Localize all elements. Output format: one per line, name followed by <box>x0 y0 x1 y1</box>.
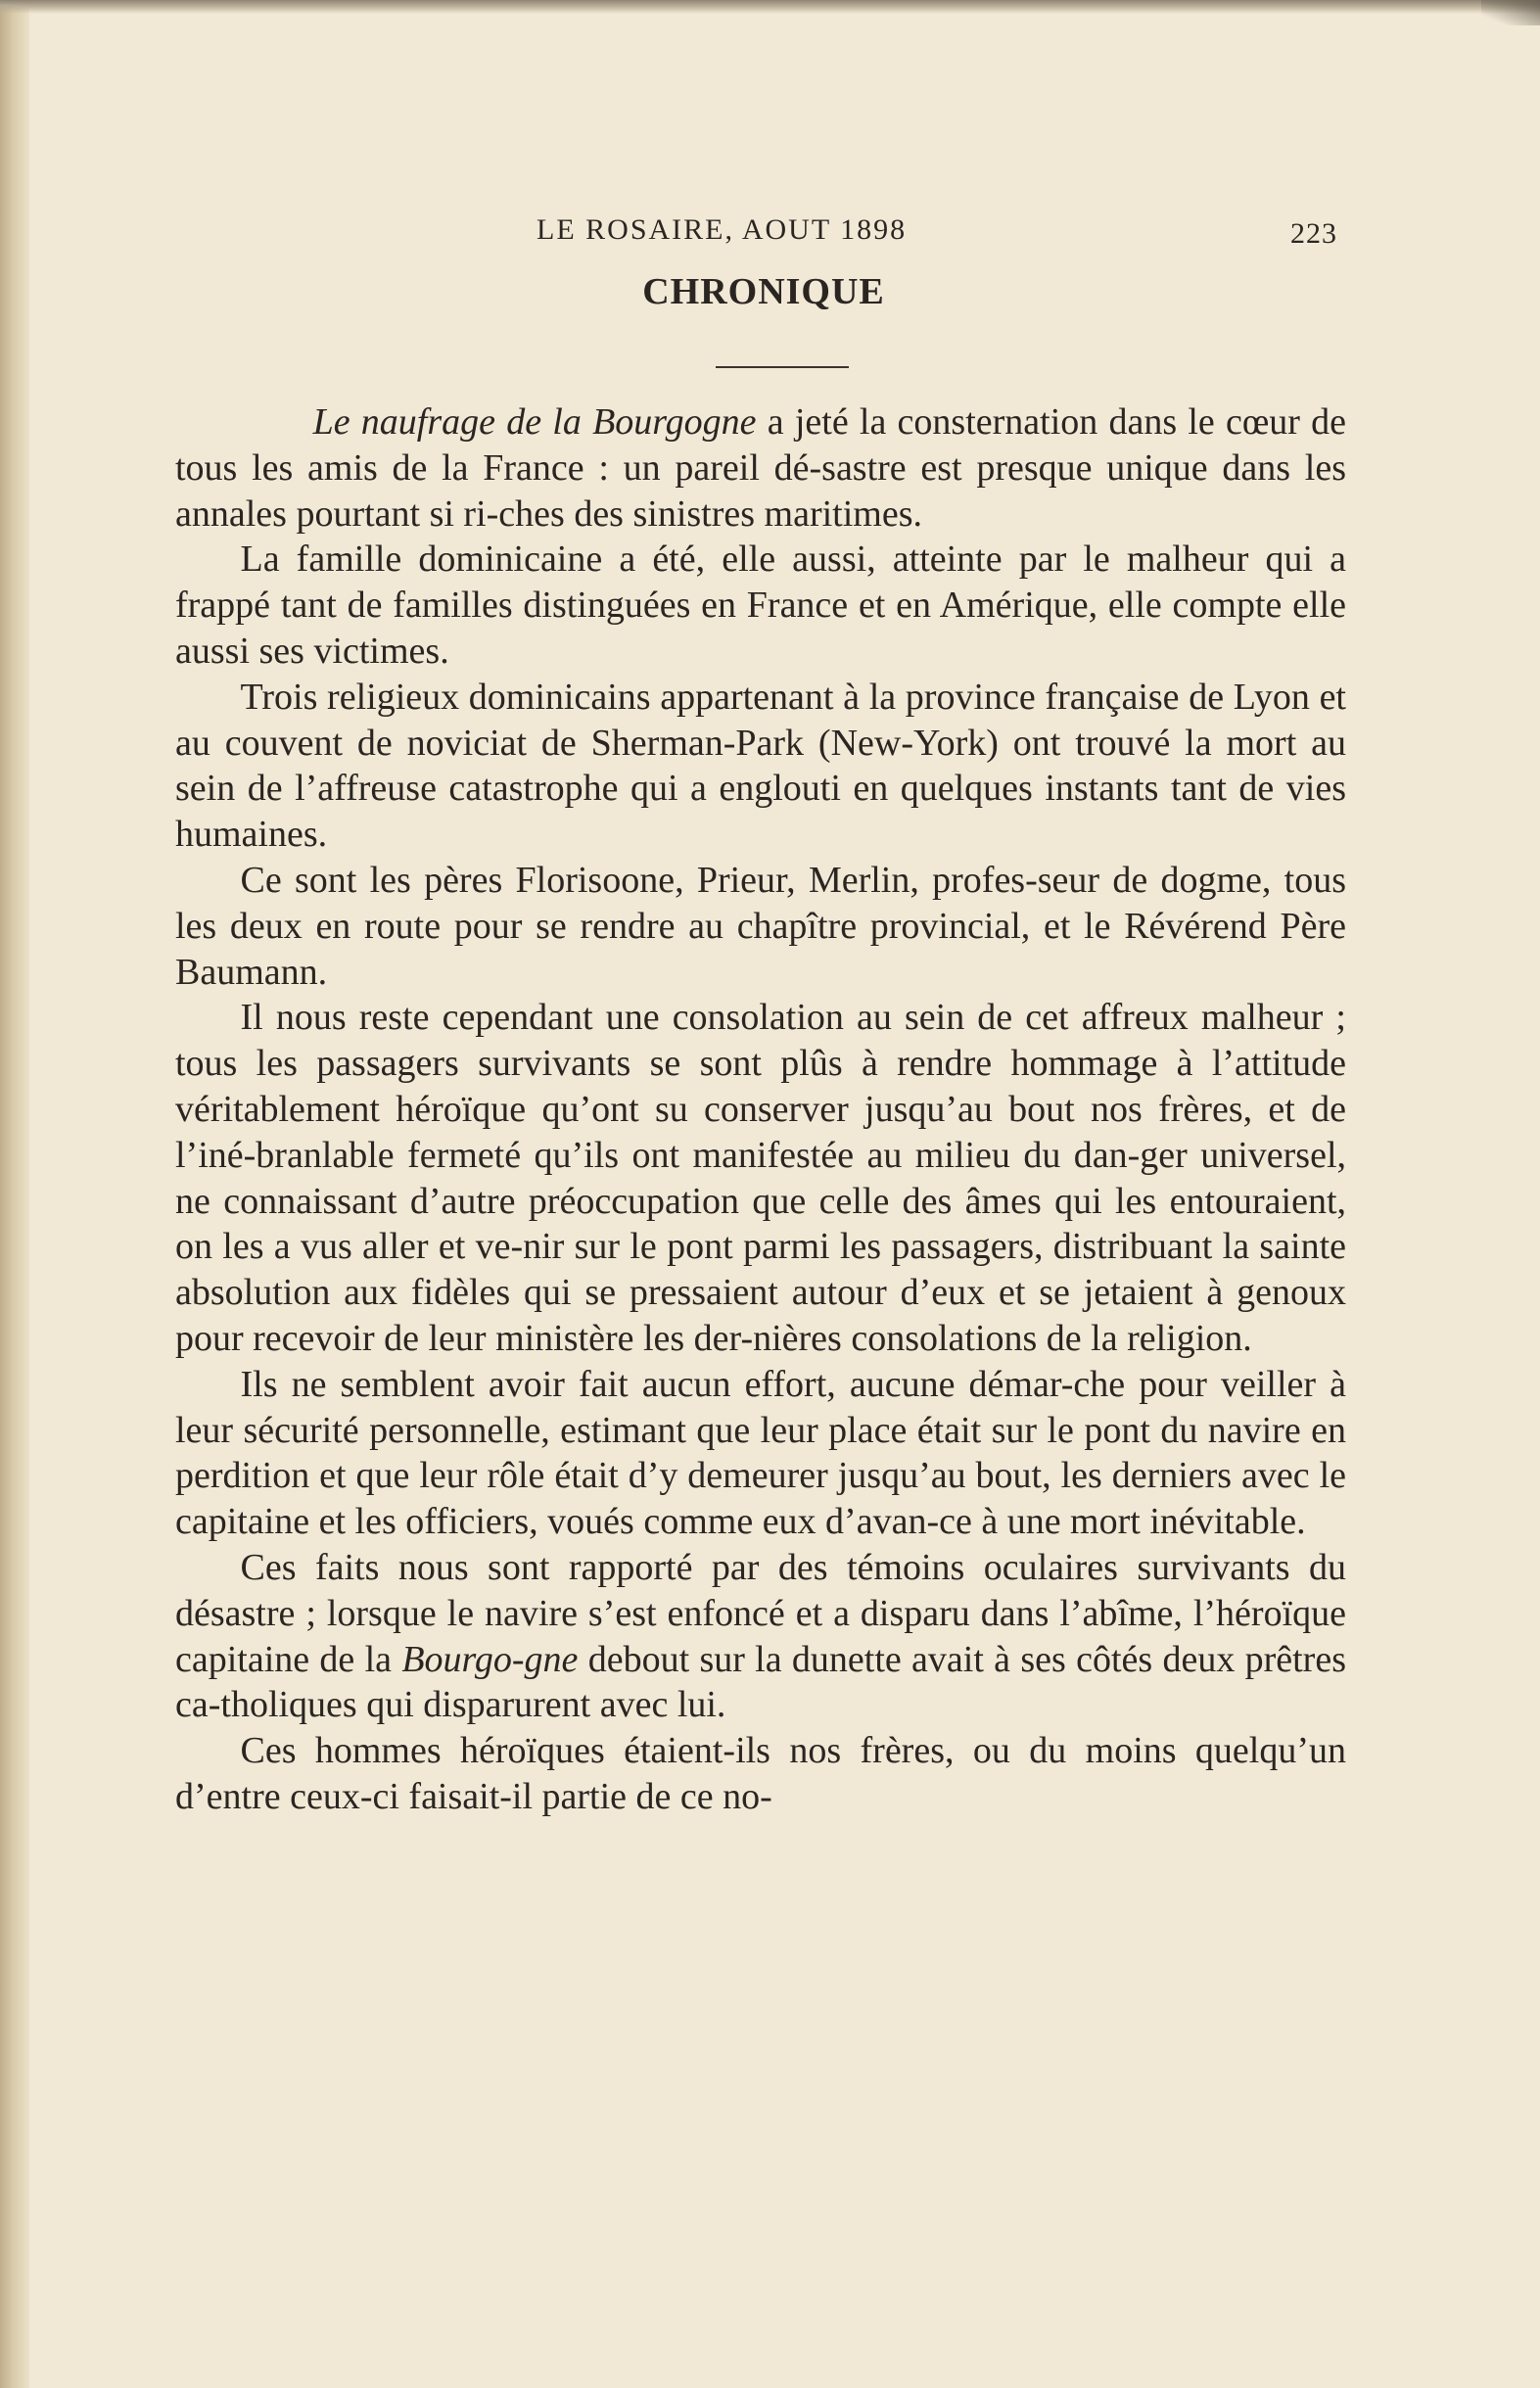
paragraph-3: Trois religieux dominicains appartenant à la province française de Lyon et au couvent de noviciat de Sherman-Park (New-York) ont trouvé la mort au sein de l’affreuse catastrophe qui a englouti en quelques instants tant de vies humaines. <box>175 676 1346 856</box>
section-title: CHRONIQUE <box>642 271 885 312</box>
paragraph-5: Il nous reste cependant une consolation au sein de cet affreux malheur ; tous les passagers survivants se sont plûs à rendre hommage à l’attitude véritablement héroïque qu’ont su conserver jusqu’au bout nos frères, et de l’iné-branlable fermeté qu’ils ont manifestée au milieu du dan-ger universel, ne connaissant d’autre préoccupation que celle des âmes qui les entouraient, on les a vus aller et ve-nir sur le pont parmi les passagers, distribuant la sainte absolution aux fidèles qui se pressaient autour d’eux et se jetaient à genoux pour recevoir de leur ministère les der-nières consolations de la religion. <box>175 997 1346 1359</box>
page-gutter-shadow <box>0 0 29 2388</box>
running-head: LE ROSAIRE, AOUT 1898 <box>537 213 908 246</box>
paragraph-1 <box>175 399 1346 537</box>
paragraph-4: Ce sont les pères Florisoone, Prieur, Merlin, profes-seur de dogme, tous les deux en route pour se rendre au chapître provincial, et le Révérend Père Baumann. <box>175 859 1346 993</box>
paragraph-1-italic-lead: Le naufrage de la Bourgogne <box>312 401 757 443</box>
paragraph-1-text: a jeté la consternation dans le cœur de tous les amis de la France : un pareil dé-sastre est presque unique dans les annales pourtant si ri-ches des sinistres maritimes. <box>175 401 1347 535</box>
page-corner-shadow <box>1481 0 1540 25</box>
page-number: 223 <box>1290 217 1337 250</box>
page-header <box>537 204 1378 258</box>
paragraph-7-italic-ship-name: Bourgo-gne <box>401 1638 579 1680</box>
article-body <box>175 399 1346 1820</box>
paragraph-7-text-after: debout sur la dunette avait à ses côtés deux prêtres ca-tholiques qui disparurent avec lui. <box>175 1638 1346 1726</box>
paragraph-8: Ces hommes héroïques étaient-ils nos frères, ou du moins quelqu’un d’entre ceux-ci faisait-il partie de ce no- <box>175 1730 1346 1817</box>
paragraph-7-text-before: Ces faits nous sont rapporté par des témoins oculaires survivants du désastre ; lorsque le navire s’est enfoncé et a disparu dans l’abîme, l’héroïque capitaine de la <box>175 1546 1346 1680</box>
paragraph-6: Ils ne semblent avoir fait aucun effort, aucune démar-che pour veiller à leur sécurité personnelle, estimant que leur place était sur le pont du navire en perdition et que leur rôle était d’y demeurer jusqu’au bout, les derniers avec le capitaine et les officiers, voués comme eux d’avan-ce à une mort inévitable. <box>175 1363 1346 1543</box>
page-top-edge <box>0 0 1540 14</box>
paragraph-7 <box>175 1545 1346 1728</box>
paragraph-2: La famille dominicaine a été, elle aussi, atteinte par le malheur qui a frappé tant de familles distinguées en France et en Amérique, elle compte elle aussi ses victimes. <box>175 538 1346 672</box>
title-divider <box>716 366 849 368</box>
